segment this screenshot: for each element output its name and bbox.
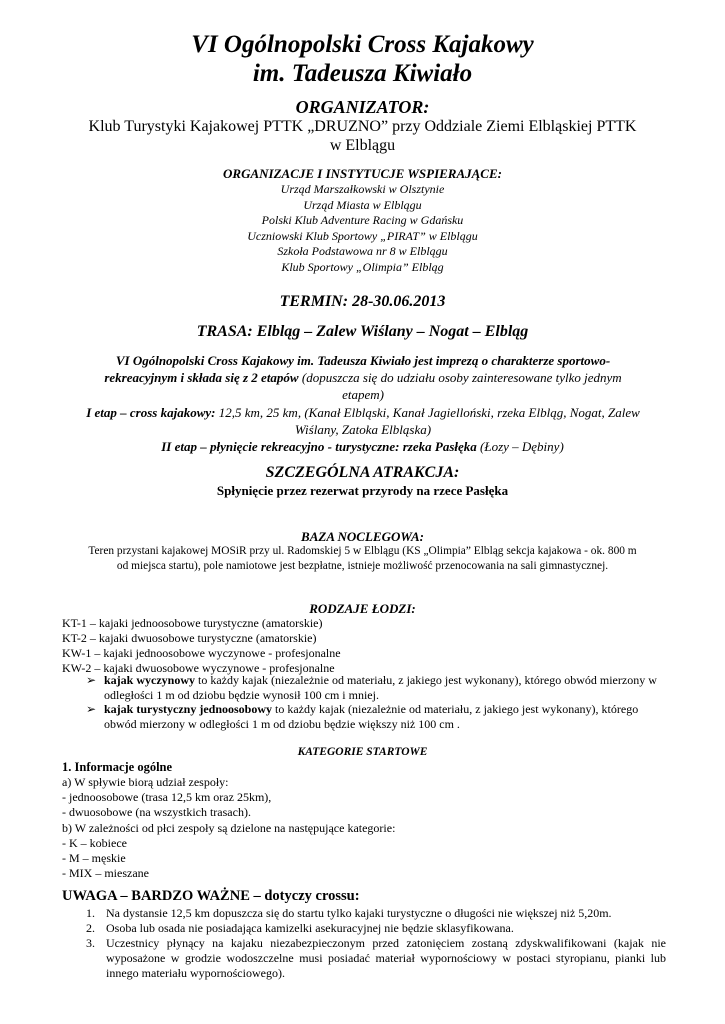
category-line: b) W zależności od płci zespoły są dzielone na następujące kategorie: [62,820,396,835]
supporter-item: Szkoła Podstawowa nr 8 w Elblągu [277,244,448,258]
termin-heading: TERMIN: 28-30.06.2013 [279,293,446,310]
boat-type-item: KT-1 – kajaki jednoosobowe turystyczne (amatorskie) [62,616,323,630]
category-line: - K – kobiece [62,835,127,850]
etap2-label: II etap – płynięcie rekreacyjno - turystyczne: rzeka Pasłęka [161,439,477,454]
organizer-line1: Klub Turystyki Kajakowej PTTK „DRUZNO” przy Oddziale Ziemi Elbląskiej PTTK [88,118,637,135]
organizer-line2: w Elblągu [329,137,396,154]
intro-rest: (dopuszcza się do udziału osoby zainteresowane tylko jednym etapem) [298,370,622,402]
category-line: - M – męskie [62,851,126,866]
warning-text: Uczestnicy płynący na kajaku niezabezpieczonym przed zatonięciem zostaną zdyskwalifikowani (kajak nie wyposażone w grodzie wodoszczelne musi posiadać materiał wypornościowy w postaci styropianu, pianki lub innego materiału wypornościowego). [106,936,666,980]
document-title-line2: im. Tadeusza Kiwiało [252,60,473,87]
supporters-list [60,182,665,275]
warning-item [86,921,666,936]
warning-number: 2. [86,921,95,935]
etap2-text: (Łozy – Dębiny) [476,439,564,454]
warning-heading: UWAGA – BARDZO WAŻNE – dotyczy crossu: [62,888,360,904]
attraction-text: Spłynięcie przez rezerwat przyrody na rzece Pasłęka [216,483,509,498]
baza-heading: BAZA NOCLEGOWA: [301,529,424,544]
boat-type-item: KT-2 – kajaki dwuosobowe turystyczne (amatorskie) [62,631,317,645]
boat-definition-text: to każdy kajak (niezależnie od materiału, z jakiego jest wykonany), którego obwód mierzony w odległości 1 m od dziobu będzie wynosił 100 cm i mniej. [104,673,657,702]
boat-definition-term: kajak turystyczny jednoosobowy [104,702,273,716]
category-line: a) W spływie biorą udział zespoły: [62,775,229,789]
boat-definition-item [86,702,666,732]
etap1-text: 12,5 km, 25 km, (Kanał Elbląski, Kanał Jagielloński, rzeka Elbląg, Nogat, Zalew Wiślany, Zatoka Elbląska) [215,405,640,437]
supporter-item: Klub Sportowy „Olimpia” Elbląg [281,259,444,274]
document-title-line1: VI Ogólnopolski Cross Kajakowy [191,31,534,58]
intro-paragraph [82,352,644,403]
etap2-paragraph [60,438,665,455]
boat-type-item: KW-1 – kajaki jednoosobowe wyczynowe - profesjonalne [62,646,341,660]
categories-subheading: 1. Informacje ogólne [62,760,173,774]
boat-type-item: KW-2 – kajaki dwuosobowe wyczynowe - profesjonalne [62,661,335,675]
boats-list [62,616,662,676]
etap1-paragraph [82,404,644,438]
supporter-item: Polski Klub Adventure Racing w Gdańsku [261,213,464,227]
warning-item [86,906,666,921]
trasa-heading: TRASA: Elbląg – Zalew Wiślany – Nogat – Elbląg [196,323,529,340]
boats-heading: RODZAJE ŁODZI: [309,601,416,616]
supporters-heading: ORGANIZACJE I INSTYTUCJE WSPIERAJĄCE: [223,166,502,181]
warning-number: 1. [86,906,95,920]
supporter-item: Uczniowski Klub Sportowy „PIRAT” w Elblągu [247,228,478,243]
supporter-item: Urząd Marszałkowski w Olsztynie [280,182,445,196]
intro-bold: VI Ogólnopolski Cross Kajakowy im. Tadeusza Kiwiało jest imprezą o charakterze sportowo-rekreacyjnym i składa się z 2 etapów [104,353,611,385]
supporter-item: Urząd Miasta w Elblągu [303,197,422,212]
attraction-heading: SZCZEGÓLNA ATRAKCJA: [265,464,460,481]
category-line: - MIX – mieszane [62,866,149,881]
organizer-heading: ORGANIZATOR: [295,97,430,117]
category-line: - dwuosobowe (na wszystkich trasach). [62,805,251,820]
warning-text: Na dystansie 12,5 km dopuszcza się do startu tylko kajaki turystyczne o długości nie większej niż 5,20m. [106,906,612,920]
etap1-label: I etap – cross kajakowy: [86,405,216,420]
boat-definition-item [86,673,666,703]
arrow-bullet-icon: ➢ [86,702,97,716]
warning-item [86,936,666,981]
boat-definition-text: to każdy kajak (niezależnie od materiału, z jakiego jest wykonany), którego obwód mierzony w odległości 1 m od dziobu będzie większy niż 100 cm . [104,702,639,731]
arrow-bullet-icon: ➢ [86,673,97,687]
warning-text: Osoba lub osada nie posiadająca kamizelki asekuracyjnej nie będzie sklasyfikowana. [106,921,514,935]
category-line: - jednoosobowe (trasa 12,5 km oraz 25km), [62,790,272,805]
baza-line2: od miejsca startu), pole namiotowe jest bezpłatne, istnieje możliwość przenocowania na sali gimnastycznej. [116,560,609,572]
categories-heading: KATEGORIE STARTOWE [297,746,428,758]
categories-list [62,775,662,881]
boat-definition-term: kajak wyczynowy [104,673,196,687]
warning-number: 3. [86,936,95,950]
baza-line1: Teren przystani kajakowej MOSiR przy ul. Radomskiej 5 w Elblągu (KS „Olimpia” Elbląg sekcja kajakowa - ok. 800 m [88,545,637,557]
